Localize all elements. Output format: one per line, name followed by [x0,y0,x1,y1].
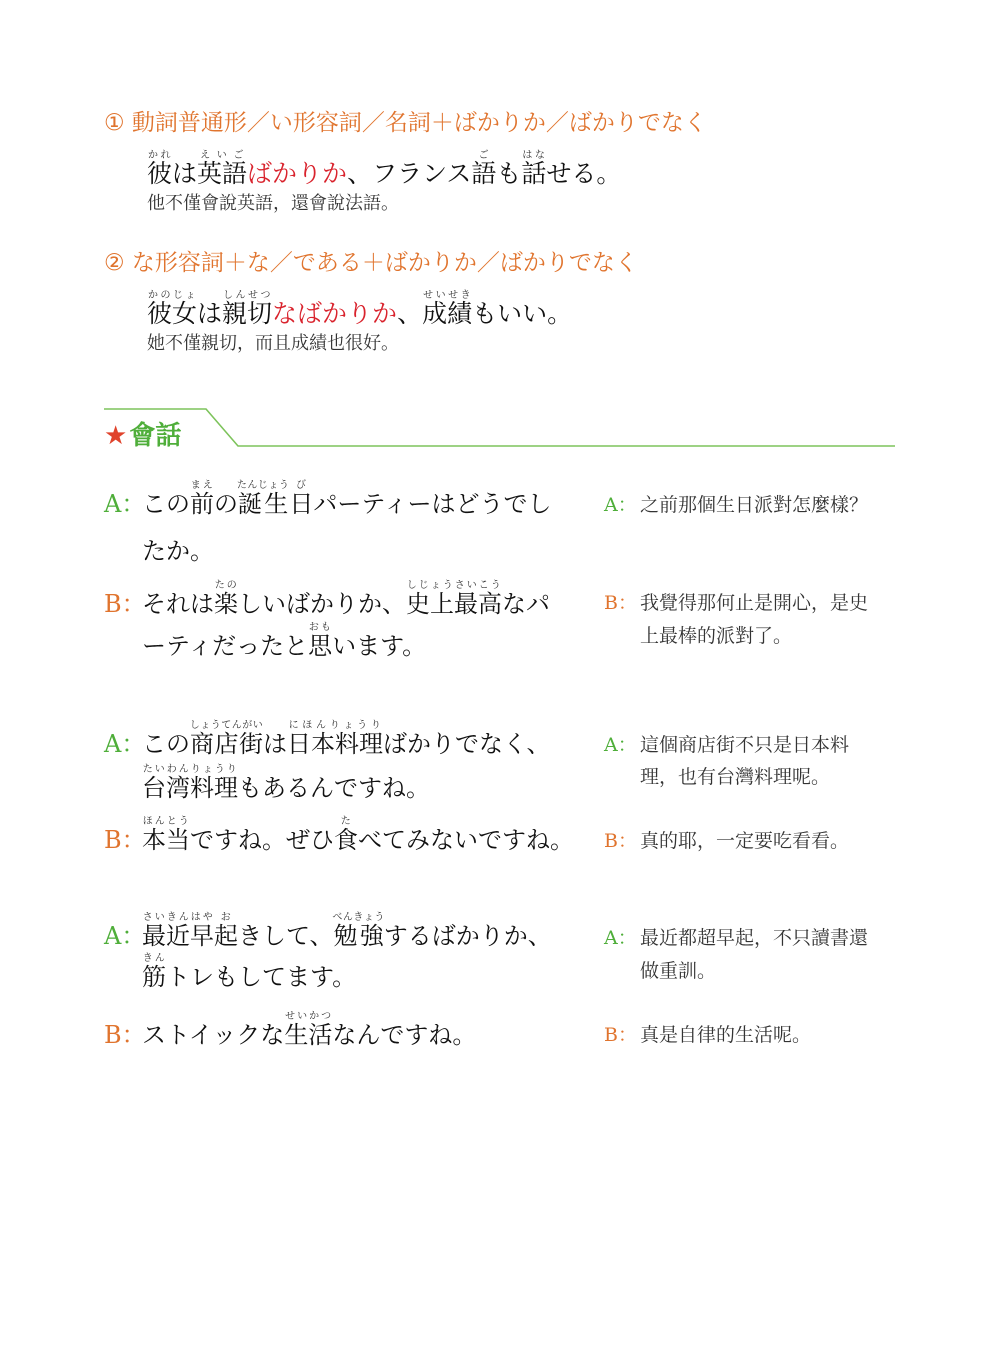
furigana-word: 日本料理にほんりょうり [287,720,383,758]
furigana-reading: び [289,480,314,491]
text-segment: この [142,490,190,518]
text-segment: 、フランス [347,159,472,188]
translation-line: 真是自律的生活呢。 [640,1024,812,1046]
translation-line: 這個商店街不只是日本料 [640,734,850,756]
furigana-word: 勉強べんきょう [332,912,385,950]
text-segment: きして、 [238,922,334,950]
text-segment: は [263,730,287,758]
furigana-word: 語ご [471,150,497,188]
text-segment: パーティーはどうでし [313,490,552,518]
furigana-word: 筋きん [142,953,166,991]
furigana-word: 楽たの [214,580,238,618]
example-translation-1: 他不僅會說英語，還會說法語。 [147,193,399,214]
furigana-word: 彼かれ [147,150,173,188]
furigana-word: 起お [214,912,238,950]
speaker-label: B： [104,1021,146,1049]
dialogue-3-translation-cont: 理，也有台灣料理呢。 [640,766,831,788]
furigana-word: 史上最高しじょうさいこう [406,580,502,618]
example-translation-2: 她不僅親切，而且成績也很好。 [147,333,399,354]
speaker-label: B： [104,590,146,618]
speaker-label: A： [604,927,637,949]
star-icon: ★ [104,421,128,451]
furigana-reading: べんきょう [332,912,385,923]
furigana-reading: まえ [190,480,214,491]
dialogue-3-japanese-cont [142,764,430,800]
dialogue-6-translation [604,1020,811,1047]
dialogue-2-japanese [104,580,550,616]
furigana-word: 最近さいきん [142,912,190,950]
grammar-pattern-1: ① 動詞普通形／い形容詞／名詞＋ばかりか／ばかりでなく [104,110,707,136]
furigana-reading: たの [214,580,238,591]
dialogue-5-translation-cont: 做重訓。 [640,960,717,982]
furigana-word: 英語えいご [197,150,248,188]
dialogue-5-japanese-cont [142,953,356,989]
dialogue-line [142,480,552,518]
dialogue-1-japanese [104,480,551,516]
text-segment: います。 [332,632,427,660]
dialogue-line [142,912,552,950]
dialogue-2-translation-cont: 上最棒的派對了。 [640,625,793,647]
speaker-label: B： [604,830,637,852]
dialogue-6-japanese [104,1011,476,1047]
furigana-reading: せいせき [422,290,473,301]
section-header-line [0,0,1000,460]
highlighted-grammar: ばかりか [247,159,348,188]
furigana-reading: さいきん [142,912,190,923]
furigana-reading: かれ [147,150,173,161]
text-segment: たか。 [142,537,214,565]
speaker-label: A： [604,494,637,516]
furigana-word: 成績せいせき [422,290,473,328]
furigana-word: 商店街しょうてんがい [189,720,264,758]
text-segment: もあるんですね。 [238,774,430,802]
furigana-reading: お [214,912,238,923]
text-segment: なパ [502,590,550,618]
text-segment: しいばかりか、 [238,590,406,618]
dialogue-4-translation [604,826,849,853]
translation-line: 真的耶，一定要吃看看。 [640,830,850,852]
dialogue-5-translation [604,923,868,950]
dialogue-3-translation [604,730,849,757]
dialogue-line [142,720,551,758]
dialogue-2-translation [604,588,868,615]
speaker-label: B： [604,592,637,614]
furigana-reading: おも [308,622,333,633]
furigana-reading: かのじょ [147,290,198,301]
furigana-word: 本当ほんとう [142,816,190,854]
text-segment: それは [142,590,214,618]
furigana-word: 彼女かのじょ [147,290,198,328]
speaker-label: A： [104,490,146,518]
furigana-reading: はな [521,150,547,161]
furigana-reading: たいわんりょうり [142,764,238,775]
text-segment: は [172,159,198,188]
text-segment: なんですね。 [332,1021,477,1049]
furigana-reading: きん [142,953,166,964]
text-segment: も [496,159,522,188]
dialogue-line [142,1011,477,1049]
dialogue-5-japanese [104,912,552,948]
furigana-reading: せいかつ [284,1011,333,1022]
speaker-label: A： [104,730,146,758]
speaker-label: B： [604,1024,637,1046]
text-segment: するばかりか、 [383,922,552,950]
furigana-word: 親切しんせつ [222,290,273,328]
furigana-reading: ほんとう [142,816,190,827]
furigana-word: 話はな [521,150,547,188]
grammar-pattern-2: ② な形容詞＋な／である＋ばかりか／ばかりでなく [104,250,638,276]
furigana-reading: しじょうさいこう [406,580,502,591]
text-segment: せる。 [546,159,622,188]
furigana-reading: しんせつ [222,290,273,301]
text-segment: ですね。ぜひ [190,826,334,854]
furigana-reading: ご [471,150,497,161]
translation-line: 之前那個生日派對怎麼樣？ [640,494,869,516]
dialogue-2-japanese-cont [142,622,426,658]
furigana-reading: たんじょう [236,480,290,491]
section-header [104,415,181,452]
translation-line: 我覺得那何止是開心，是史 [640,592,869,614]
dialogue-line [142,816,574,854]
dialogue-1-translation [604,490,868,517]
text-segment: 、 [397,299,423,328]
furigana-word: 早はや [190,912,214,950]
furigana-reading: はや [190,912,214,923]
speaker-label: A： [104,922,146,950]
dialogue-3-japanese [104,720,551,756]
furigana-reading: えいご [197,150,248,161]
furigana-word: 思おも [308,622,333,660]
text-segment: ーティだったと [142,632,309,660]
furigana-reading: にほんりょうり [287,720,383,731]
text-segment: この [142,730,190,758]
dialogue-line [142,580,550,618]
text-segment: は [197,299,223,328]
section-title: 會話 [129,421,182,451]
speaker-label: A： [604,734,637,756]
furigana-word: 日び [289,480,314,518]
text-segment: もいい。 [472,299,573,328]
dialogue-1-japanese-cont [142,539,214,563]
text-segment: ばかりでなく、 [383,730,551,758]
text-segment: ストイックな [142,1021,285,1049]
translation-line: 最近都超早起，不只讀書還 [640,927,869,949]
text-segment: べてみないですね。 [358,826,574,854]
furigana-word: 生活せいかつ [284,1011,333,1049]
dialogue-4-japanese [104,816,574,852]
text-segment: の [214,490,238,518]
text-segment: トレもしてます。 [166,963,357,991]
furigana-word: 誕生たんじょう [236,480,290,518]
furigana-reading: しょうてんがい [189,720,264,731]
highlighted-grammar: なばかりか [272,299,398,328]
furigana-reading: た [334,816,358,827]
speaker-label: B： [104,826,146,854]
furigana-word: 食た [334,816,358,854]
furigana-word: 台湾料理たいわんりょうり [142,764,238,802]
furigana-word: 前まえ [190,480,214,518]
